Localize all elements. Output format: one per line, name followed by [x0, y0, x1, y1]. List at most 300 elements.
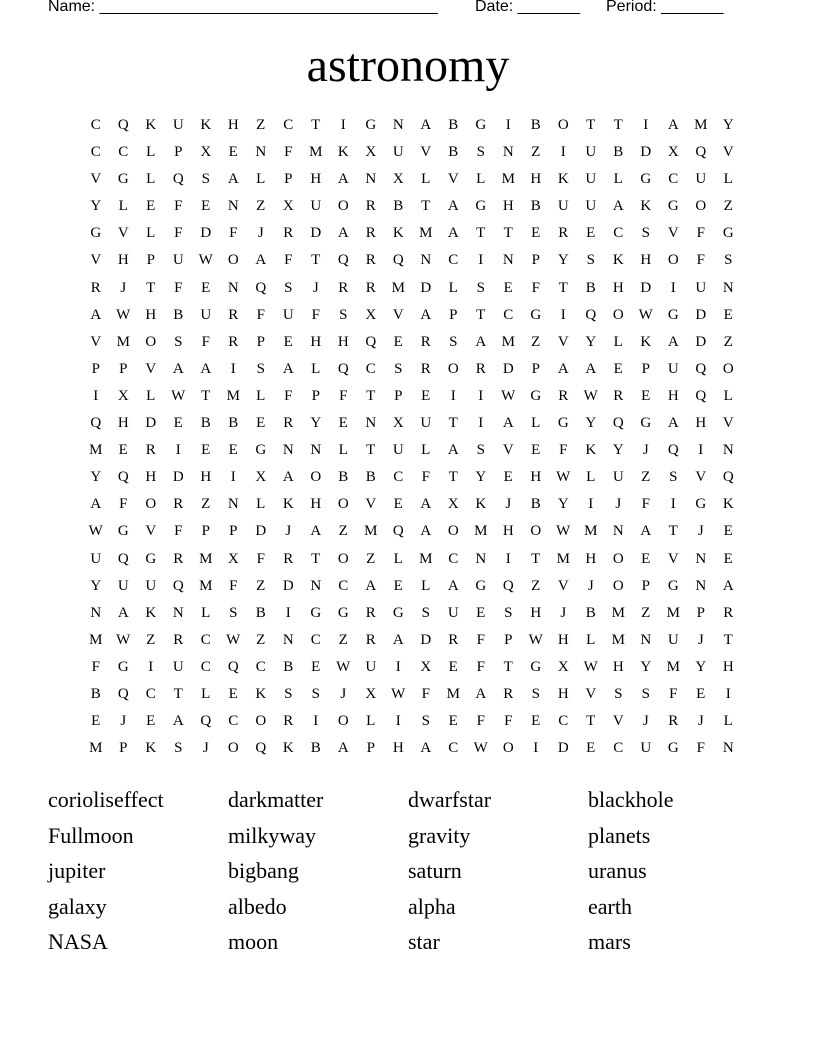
grid-letter[interactable]: O — [695, 198, 707, 215]
grid-letter[interactable]: F — [696, 740, 705, 757]
grid-letter[interactable]: E — [421, 387, 431, 404]
grid-letter[interactable]: W — [501, 387, 516, 404]
grid-letter[interactable]: E — [531, 442, 541, 459]
grid-letter[interactable]: F — [229, 577, 238, 594]
grid-letter[interactable]: T — [201, 387, 211, 404]
grid-letter[interactable]: A — [337, 740, 349, 757]
grid-letter[interactable]: K — [557, 171, 569, 188]
grid-letter[interactable]: X — [365, 685, 377, 702]
grid-letter[interactable]: Z — [531, 577, 541, 594]
grid-letter[interactable]: D — [310, 225, 322, 242]
grid-letter[interactable]: U — [585, 198, 597, 215]
grid-letter[interactable]: A — [172, 360, 184, 377]
grid-letter[interactable]: K — [282, 496, 294, 513]
grid-letter[interactable]: A — [667, 117, 679, 133]
grid-letter[interactable]: L — [421, 442, 431, 459]
grid-letter[interactable]: O — [530, 523, 542, 540]
grid-letter[interactable]: F — [696, 252, 705, 269]
grid-letter[interactable]: G — [117, 658, 129, 675]
grid-letter[interactable]: O — [337, 496, 349, 513]
grid-letter[interactable]: M — [89, 631, 103, 648]
grid-letter[interactable]: L — [421, 171, 431, 188]
grid-letter[interactable]: L — [613, 171, 623, 188]
grid-letter[interactable]: Y — [585, 415, 597, 432]
grid-letter[interactable]: O — [310, 469, 322, 486]
grid-letter[interactable]: W — [583, 658, 598, 675]
grid-letter[interactable]: D — [255, 523, 267, 540]
grid-letter[interactable]: N — [90, 604, 102, 621]
grid-letter[interactable]: Q — [695, 144, 707, 161]
grid-letter[interactable]: S — [229, 604, 238, 621]
grid-letter[interactable]: F — [476, 658, 485, 675]
grid-letter[interactable]: Y — [722, 117, 734, 133]
grid-letter[interactable]: E — [146, 713, 156, 730]
grid-letter[interactable]: R — [173, 496, 184, 513]
grid-letter[interactable]: D — [640, 144, 652, 161]
grid-letter[interactable]: M — [199, 550, 213, 567]
grid-letter[interactable]: I — [588, 496, 594, 513]
grid-letter[interactable]: Q — [392, 252, 404, 269]
grid-letter[interactable]: M — [226, 387, 240, 404]
grid-letter[interactable]: Z — [366, 550, 376, 567]
grid-letter[interactable]: P — [531, 360, 540, 377]
grid-letter[interactable]: N — [722, 279, 734, 296]
grid-letter[interactable]: W — [556, 469, 571, 486]
grid-letter[interactable]: B — [228, 415, 239, 432]
grid-letter[interactable]: L — [146, 387, 156, 404]
grid-letter[interactable]: B — [365, 469, 376, 486]
grid-letter[interactable]: I — [478, 415, 484, 432]
grid-letter[interactable]: R — [365, 279, 376, 296]
grid-letter[interactable]: Y — [90, 577, 102, 594]
grid-letter[interactable]: P — [201, 523, 210, 540]
grid-letter[interactable]: O — [337, 198, 349, 215]
grid-letter[interactable]: V — [722, 144, 734, 161]
grid-letter[interactable]: I — [175, 442, 181, 459]
grid-letter[interactable]: A — [200, 360, 212, 377]
grid-letter[interactable]: Y — [557, 496, 569, 513]
grid-letter[interactable]: B — [585, 279, 596, 296]
grid-letter[interactable]: W — [473, 740, 488, 757]
grid-letter[interactable]: W — [116, 631, 131, 648]
grid-letter[interactable]: C — [145, 685, 156, 702]
grid-letter[interactable]: Q — [695, 387, 707, 404]
grid-letter[interactable]: A — [227, 171, 239, 188]
grid-letter[interactable]: S — [311, 685, 320, 702]
grid-letter[interactable]: D — [420, 279, 432, 296]
grid-letter[interactable]: W — [528, 631, 543, 648]
grid-letter[interactable]: V — [502, 442, 514, 459]
grid-letter[interactable]: W — [116, 306, 131, 323]
grid-letter[interactable]: H — [117, 252, 129, 269]
grid-letter[interactable]: R — [228, 306, 239, 323]
grid-letter[interactable]: R — [173, 550, 184, 567]
grid-letter[interactable]: O — [722, 360, 734, 377]
grid-letter[interactable]: F — [531, 279, 540, 296]
grid-letter[interactable]: R — [558, 387, 569, 404]
grid-letter[interactable]: O — [502, 740, 514, 757]
grid-letter[interactable]: D — [145, 415, 157, 432]
grid-letter[interactable]: O — [145, 333, 157, 350]
grid-letter[interactable]: R — [283, 550, 294, 567]
grid-letter[interactable]: B — [173, 306, 184, 323]
grid-letter[interactable]: V — [145, 523, 157, 540]
grid-letter[interactable]: D — [172, 469, 184, 486]
grid-letter[interactable]: J — [642, 713, 649, 730]
grid-letter[interactable]: N — [310, 577, 322, 594]
grid-letter[interactable]: A — [612, 198, 624, 215]
grid-letter[interactable]: J — [312, 279, 319, 296]
grid-letter[interactable]: I — [478, 252, 484, 269]
grid-letter[interactable]: P — [119, 360, 128, 377]
grid-letter[interactable]: B — [448, 117, 459, 133]
grid-letter[interactable]: I — [505, 117, 511, 133]
grid-letter[interactable]: U — [172, 658, 184, 675]
grid-letter[interactable]: F — [476, 713, 485, 730]
grid-letter[interactable]: M — [89, 442, 103, 459]
grid-letter[interactable]: C — [448, 550, 459, 567]
grid-letter[interactable]: A — [722, 577, 734, 594]
grid-letter[interactable]: S — [476, 279, 485, 296]
grid-letter[interactable]: B — [585, 604, 596, 621]
grid-letter[interactable]: B — [200, 415, 211, 432]
grid-letter[interactable]: E — [393, 496, 403, 513]
grid-letter[interactable]: X — [365, 306, 377, 323]
grid-letter[interactable]: B — [530, 117, 541, 133]
grid-letter[interactable]: E — [228, 144, 238, 161]
grid-letter[interactable]: X — [420, 658, 432, 675]
grid-letter[interactable]: Q — [337, 252, 349, 269]
grid-letter[interactable]: A — [640, 523, 652, 540]
grid-letter[interactable]: M — [446, 685, 460, 702]
grid-letter[interactable]: M — [199, 577, 213, 594]
grid-letter[interactable]: A — [447, 442, 459, 459]
grid-letter[interactable]: F — [339, 387, 348, 404]
grid-letter[interactable]: X — [557, 658, 569, 675]
grid-letter[interactable]: J — [285, 523, 292, 540]
grid-letter[interactable]: E — [201, 198, 211, 215]
grid-letter[interactable]: L — [448, 279, 458, 296]
grid-letter[interactable]: A — [447, 225, 459, 242]
grid-letter[interactable]: E — [228, 685, 238, 702]
grid-letter[interactable]: U — [447, 604, 459, 621]
grid-letter[interactable]: Q — [722, 469, 734, 486]
grid-letter[interactable]: W — [171, 387, 186, 404]
grid-letter[interactable]: S — [394, 360, 403, 377]
grid-letter[interactable]: J — [697, 713, 704, 730]
grid-letter[interactable]: L — [146, 225, 156, 242]
grid-letter[interactable]: F — [284, 387, 293, 404]
grid-letter[interactable]: F — [174, 523, 183, 540]
grid-letter[interactable]: F — [476, 631, 485, 648]
grid-letter[interactable]: V — [447, 171, 459, 188]
grid-letter[interactable]: M — [611, 604, 625, 621]
grid-letter[interactable]: S — [449, 333, 458, 350]
grid-letter[interactable]: L — [311, 360, 321, 377]
grid-letter[interactable]: N — [227, 279, 239, 296]
grid-letter[interactable]: S — [504, 604, 513, 621]
grid-letter[interactable]: M — [474, 523, 488, 540]
grid-letter[interactable]: L — [201, 604, 211, 621]
grid-letter[interactable]: S — [201, 171, 210, 188]
grid-letter[interactable]: Y — [640, 658, 652, 675]
grid-letter[interactable]: J — [120, 279, 127, 296]
grid-letter[interactable]: W — [336, 658, 351, 675]
grid-letter[interactable]: A — [502, 415, 514, 432]
grid-letter[interactable]: H — [722, 658, 734, 675]
grid-letter[interactable]: E — [641, 550, 651, 567]
grid-letter[interactable]: F — [559, 442, 568, 459]
grid-letter[interactable]: Z — [338, 631, 348, 648]
grid-letter[interactable]: M — [666, 604, 680, 621]
grid-letter[interactable]: H — [667, 387, 679, 404]
grid-letter[interactable]: H — [530, 604, 542, 621]
grid-letter[interactable]: J — [697, 631, 704, 648]
grid-letter[interactable]: G — [667, 198, 679, 215]
grid-letter[interactable]: E — [173, 415, 183, 432]
grid-letter[interactable]: L — [146, 144, 156, 161]
grid-letter[interactable]: T — [586, 117, 596, 133]
grid-letter[interactable]: J — [697, 523, 704, 540]
grid-letter[interactable]: A — [557, 360, 569, 377]
grid-letter[interactable]: P — [449, 306, 458, 323]
grid-letter[interactable]: F — [504, 713, 513, 730]
grid-letter[interactable]: T — [613, 117, 623, 133]
grid-letter[interactable]: A — [90, 496, 102, 513]
grid-letter[interactable]: U — [117, 577, 129, 594]
grid-letter[interactable]: I — [670, 496, 676, 513]
grid-letter[interactable]: I — [93, 387, 99, 404]
grid-letter[interactable]: X — [447, 496, 459, 513]
grid-letter[interactable]: T — [311, 550, 321, 567]
grid-letter[interactable]: L — [366, 713, 376, 730]
grid-letter[interactable]: H — [145, 306, 157, 323]
grid-letter[interactable]: Z — [723, 198, 733, 215]
grid-letter[interactable]: S — [284, 279, 293, 296]
grid-letter[interactable]: O — [145, 496, 157, 513]
grid-letter[interactable]: U — [640, 740, 652, 757]
grid-letter[interactable]: Q — [117, 469, 129, 486]
grid-letter[interactable]: I — [533, 740, 539, 757]
grid-letter[interactable]: S — [421, 713, 430, 730]
grid-letter[interactable]: Z — [531, 333, 541, 350]
grid-letter[interactable]: Q — [200, 713, 212, 730]
grid-letter[interactable]: W — [391, 685, 406, 702]
grid-letter[interactable]: C — [503, 306, 514, 323]
grid-letter[interactable]: V — [612, 713, 624, 730]
grid-letter[interactable]: R — [365, 225, 376, 242]
grid-letter[interactable]: L — [613, 333, 623, 350]
grid-letter[interactable]: H — [502, 198, 514, 215]
grid-letter[interactable]: E — [448, 713, 458, 730]
grid-letter[interactable]: L — [531, 415, 541, 432]
grid-letter[interactable]: V — [90, 333, 102, 350]
grid-letter[interactable]: S — [174, 333, 183, 350]
grid-letter[interactable]: D — [695, 306, 707, 323]
grid-letter[interactable]: I — [230, 360, 236, 377]
grid-letter[interactable]: O — [227, 252, 239, 269]
grid-letter[interactable]: K — [145, 117, 157, 133]
grid-letter[interactable]: A — [392, 631, 404, 648]
grid-letter[interactable]: B — [255, 604, 266, 621]
grid-letter[interactable]: L — [723, 387, 733, 404]
grid-letter[interactable]: U — [282, 306, 294, 323]
grid-letter[interactable]: U — [585, 171, 597, 188]
grid-letter[interactable]: T — [366, 442, 376, 459]
grid-letter[interactable]: A — [420, 496, 432, 513]
grid-letter[interactable]: Z — [256, 577, 266, 594]
grid-letter[interactable]: N — [722, 442, 734, 459]
grid-letter[interactable]: E — [641, 387, 651, 404]
grid-letter[interactable]: R — [283, 713, 294, 730]
grid-letter[interactable]: R — [365, 604, 376, 621]
grid-letter[interactable]: S — [669, 469, 678, 486]
grid-letter[interactable]: A — [255, 252, 267, 269]
grid-letter[interactable]: B — [530, 198, 541, 215]
grid-letter[interactable]: P — [641, 577, 650, 594]
grid-letter[interactable]: U — [365, 658, 377, 675]
grid-letter[interactable]: X — [227, 550, 239, 567]
grid-letter[interactable]: X — [365, 144, 377, 161]
grid-letter[interactable]: N — [502, 144, 514, 161]
grid-letter[interactable]: J — [615, 496, 622, 513]
grid-letter[interactable]: D — [502, 360, 514, 377]
grid-letter[interactable]: P — [174, 144, 183, 161]
grid-letter[interactable]: R — [283, 415, 294, 432]
grid-letter[interactable]: Z — [641, 604, 651, 621]
grid-letter[interactable]: O — [447, 360, 459, 377]
grid-letter[interactable]: F — [641, 496, 650, 513]
grid-letter[interactable]: H — [557, 685, 569, 702]
grid-letter[interactable]: R — [420, 360, 431, 377]
grid-letter[interactable]: V — [90, 252, 102, 269]
grid-letter[interactable]: R — [365, 631, 376, 648]
grid-letter[interactable]: F — [421, 469, 430, 486]
grid-letter[interactable]: U — [667, 360, 679, 377]
grid-letter[interactable]: U — [557, 198, 569, 215]
grid-letter[interactable]: H — [200, 469, 212, 486]
grid-letter[interactable]: L — [338, 442, 348, 459]
grid-letter[interactable]: R — [173, 631, 184, 648]
grid-letter[interactable]: D — [695, 333, 707, 350]
grid-letter[interactable]: N — [227, 496, 239, 513]
grid-letter[interactable]: N — [282, 631, 294, 648]
grid-letter[interactable]: R — [613, 387, 624, 404]
grid-letter[interactable]: V — [667, 225, 679, 242]
grid-letter[interactable]: X — [392, 415, 404, 432]
grid-letter[interactable]: M — [116, 333, 130, 350]
grid-letter[interactable]: R — [90, 279, 101, 296]
grid-letter[interactable]: C — [310, 631, 321, 648]
grid-letter[interactable]: Q — [90, 415, 102, 432]
grid-letter[interactable]: H — [310, 496, 322, 513]
grid-letter[interactable]: A — [420, 306, 432, 323]
grid-letter[interactable]: K — [392, 225, 404, 242]
grid-letter[interactable]: Z — [256, 631, 266, 648]
grid-letter[interactable]: E — [201, 279, 211, 296]
grid-letter[interactable]: A — [585, 360, 597, 377]
grid-letter[interactable]: E — [586, 225, 596, 242]
grid-letter[interactable]: S — [641, 685, 650, 702]
grid-letter[interactable]: M — [364, 523, 378, 540]
grid-letter[interactable]: V — [392, 306, 404, 323]
grid-letter[interactable]: P — [696, 604, 705, 621]
grid-letter[interactable]: E — [311, 658, 321, 675]
grid-letter[interactable]: I — [698, 442, 704, 459]
grid-letter[interactable]: Q — [612, 415, 624, 432]
grid-letter[interactable]: L — [476, 171, 486, 188]
grid-letter[interactable]: K — [475, 496, 487, 513]
grid-letter[interactable]: N — [612, 523, 624, 540]
grid-letter[interactable]: W — [583, 387, 598, 404]
grid-letter[interactable]: L — [586, 469, 596, 486]
grid-letter[interactable]: Z — [338, 523, 348, 540]
grid-letter[interactable]: H — [310, 171, 322, 188]
grid-letter[interactable]: H — [227, 117, 239, 133]
grid-letter[interactable]: H — [695, 415, 707, 432]
grid-letter[interactable]: K — [640, 333, 652, 350]
grid-letter[interactable]: S — [641, 225, 650, 242]
grid-letter[interactable]: A — [475, 685, 487, 702]
grid-letter[interactable]: F — [201, 333, 210, 350]
grid-letter[interactable]: U — [695, 279, 707, 296]
grid-letter[interactable]: K — [337, 144, 349, 161]
grid-letter[interactable]: I — [725, 685, 731, 702]
grid-letter[interactable]: T — [311, 117, 321, 133]
grid-letter[interactable]: U — [90, 550, 102, 567]
grid-letter[interactable]: B — [448, 144, 459, 161]
grid-letter[interactable]: C — [613, 225, 624, 242]
grid-letter[interactable]: E — [723, 306, 733, 323]
grid-letter[interactable]: Q — [117, 117, 129, 133]
grid-letter[interactable]: E — [448, 658, 458, 675]
grid-letter[interactable]: W — [556, 523, 571, 540]
grid-letter[interactable]: N — [392, 117, 404, 133]
grid-letter[interactable]: Y — [90, 198, 102, 215]
grid-letter[interactable]: F — [119, 496, 128, 513]
grid-letter[interactable]: V — [585, 685, 597, 702]
grid-letter[interactable]: N — [420, 252, 432, 269]
grid-letter[interactable]: C — [90, 144, 101, 161]
grid-letter[interactable]: S — [339, 306, 348, 323]
grid-letter[interactable]: X — [667, 144, 679, 161]
grid-letter[interactable]: T — [421, 198, 431, 215]
grid-letter[interactable]: N — [172, 604, 184, 621]
grid-letter[interactable]: J — [120, 713, 127, 730]
grid-letter[interactable]: B — [393, 198, 404, 215]
grid-letter[interactable]: F — [91, 658, 100, 675]
grid-letter[interactable]: F — [284, 144, 293, 161]
grid-letter[interactable]: U — [612, 469, 624, 486]
grid-letter[interactable]: X — [117, 387, 129, 404]
grid-letter[interactable]: F — [669, 685, 678, 702]
grid-letter[interactable]: E — [201, 442, 211, 459]
grid-letter[interactable]: C — [90, 117, 101, 133]
grid-letter[interactable]: A — [667, 333, 679, 350]
grid-letter[interactable]: G — [722, 225, 734, 242]
grid-letter[interactable]: G — [255, 442, 267, 459]
grid-letter[interactable]: F — [311, 306, 320, 323]
grid-letter[interactable]: I — [450, 387, 456, 404]
grid-letter[interactable]: E — [503, 279, 513, 296]
period-field[interactable]: Period: _______ — [606, 0, 724, 15]
grid-letter[interactable]: Y — [585, 333, 597, 350]
grid-letter[interactable]: N — [227, 198, 239, 215]
grid-letter[interactable]: J — [202, 740, 209, 757]
date-field[interactable]: Date: _______ — [475, 0, 580, 15]
grid-letter[interactable]: O — [557, 117, 569, 133]
grid-letter[interactable]: H — [557, 631, 569, 648]
